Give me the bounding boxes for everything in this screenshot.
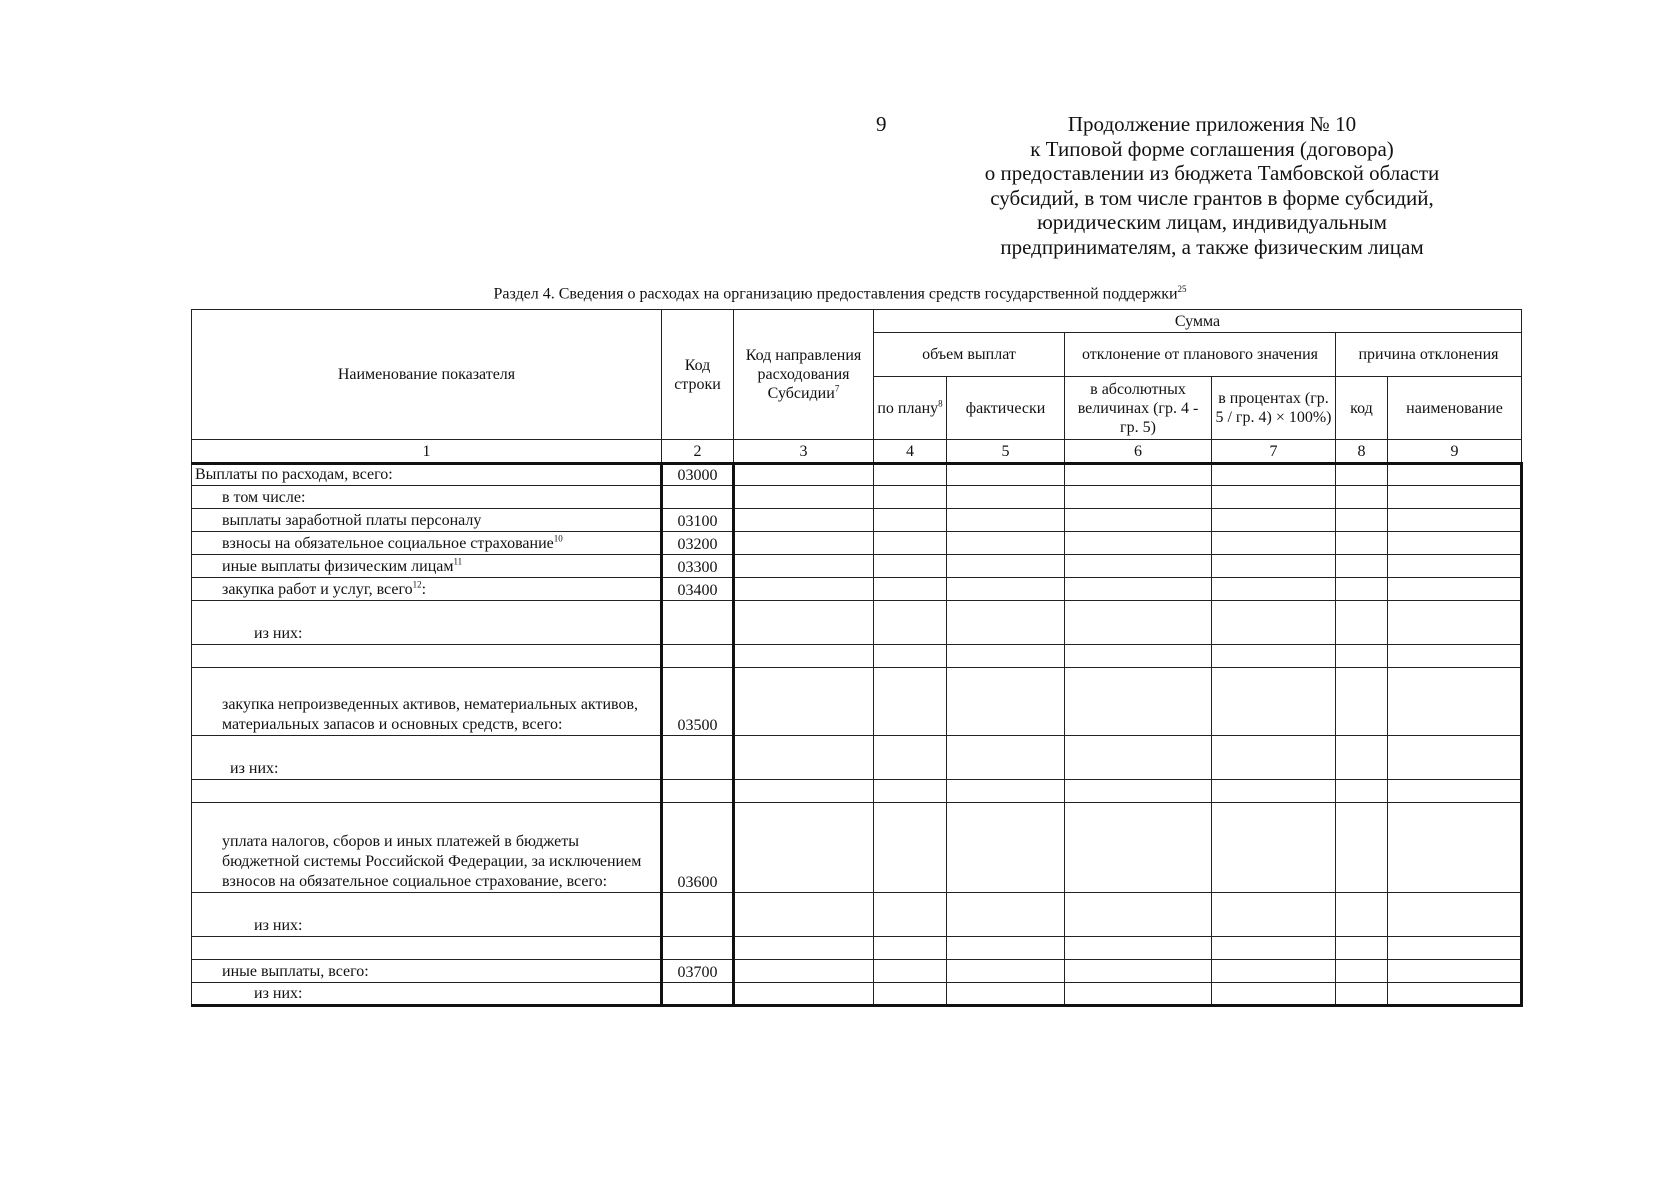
row-cell-col7 bbox=[1212, 509, 1336, 532]
row-cell-col9 bbox=[1388, 937, 1522, 960]
row-cell-col3 bbox=[734, 601, 874, 645]
row-code bbox=[662, 486, 734, 509]
row-cell-col5 bbox=[947, 601, 1065, 645]
row-name bbox=[192, 555, 662, 578]
row-cell-col9 bbox=[1388, 983, 1522, 1006]
row-cell-col3 bbox=[734, 532, 874, 555]
section-title-footnote: 25 bbox=[1177, 284, 1187, 294]
header-line: предпринимателям, а также физическим лицам bbox=[1000, 234, 1424, 259]
row-cell-col6 bbox=[1065, 578, 1212, 601]
row-cell-col7 bbox=[1212, 736, 1336, 780]
row-cell-col6 bbox=[1065, 893, 1212, 937]
row-cell-col8 bbox=[1336, 555, 1388, 578]
row-cell-col4 bbox=[874, 960, 947, 983]
row-cell-col8 bbox=[1336, 983, 1388, 1006]
row-cell-col4 bbox=[874, 555, 947, 578]
row-name bbox=[192, 780, 662, 803]
row-cell-col8 bbox=[1336, 960, 1388, 983]
row-cell-col9 bbox=[1388, 668, 1522, 736]
row-cell-col5 bbox=[947, 893, 1065, 937]
row-cell-col4 bbox=[874, 578, 947, 601]
row-cell-col4 bbox=[874, 464, 947, 486]
header-direction-text: Код направления расходования Субсидии bbox=[745, 347, 862, 402]
row-name-text: взносы на обязательное социальное страхование bbox=[222, 535, 554, 552]
row-cell-col3 bbox=[734, 960, 874, 983]
row-cell-col7 bbox=[1212, 983, 1336, 1006]
row-code bbox=[662, 601, 734, 645]
row-name-text: закупка непроизведенных активов, нематериальных активов, материальных запасов и основных средств, всего: bbox=[222, 696, 639, 733]
column-number: 1 bbox=[192, 440, 662, 464]
section-title bbox=[0, 284, 1680, 303]
table-row bbox=[192, 983, 1522, 1006]
row-cell-col7 bbox=[1212, 960, 1336, 983]
table-row bbox=[192, 780, 1522, 803]
expenses-table bbox=[191, 309, 1523, 1007]
column-number: 3 bbox=[734, 440, 874, 464]
row-cell-col7 bbox=[1212, 578, 1336, 601]
column-number: 2 bbox=[662, 440, 734, 464]
row-cell-col5 bbox=[947, 803, 1065, 893]
row-cell-col9 bbox=[1388, 893, 1522, 937]
row-code bbox=[662, 736, 734, 780]
row-cell-col8 bbox=[1336, 645, 1388, 668]
row-cell-col9 bbox=[1388, 555, 1522, 578]
row-cell-col6 bbox=[1065, 736, 1212, 780]
row-cell-col8 bbox=[1336, 532, 1388, 555]
table-row bbox=[192, 532, 1522, 555]
row-code: 03700 bbox=[662, 960, 734, 983]
row-cell-col7 bbox=[1212, 803, 1336, 893]
header-actual: фактически bbox=[947, 377, 1065, 440]
row-cell-col4 bbox=[874, 486, 947, 509]
appendix-header bbox=[902, 112, 1522, 259]
row-cell-col4 bbox=[874, 645, 947, 668]
row-cell-col4 bbox=[874, 937, 947, 960]
row-name bbox=[192, 668, 662, 736]
row-cell-col6 bbox=[1065, 937, 1212, 960]
row-footnote: 11 bbox=[453, 556, 463, 567]
row-name-text: иные выплаты физическим лицам bbox=[222, 558, 454, 575]
row-name-text: иные выплаты, всего: bbox=[222, 963, 369, 980]
row-name bbox=[192, 464, 662, 486]
row-footnote: 10 bbox=[553, 533, 563, 544]
header-reason-code: код bbox=[1336, 377, 1388, 440]
column-number: 8 bbox=[1336, 440, 1388, 464]
row-cell-col9 bbox=[1388, 645, 1522, 668]
row-cell-col9 bbox=[1388, 736, 1522, 780]
row-cell-col8 bbox=[1336, 893, 1388, 937]
row-cell-col6 bbox=[1065, 509, 1212, 532]
row-cell-col9 bbox=[1388, 532, 1522, 555]
page-number: 9 bbox=[876, 112, 887, 136]
row-cell-col3 bbox=[734, 645, 874, 668]
row-cell-col7 bbox=[1212, 668, 1336, 736]
row-cell-col7 bbox=[1212, 486, 1336, 509]
row-cell-col9 bbox=[1388, 578, 1522, 601]
row-cell-col5 bbox=[947, 960, 1065, 983]
row-cell-col9 bbox=[1388, 486, 1522, 509]
row-cell-col8 bbox=[1336, 578, 1388, 601]
row-name-suffix: : bbox=[421, 581, 427, 598]
row-name bbox=[192, 532, 662, 555]
row-cell-col9 bbox=[1388, 803, 1522, 893]
row-name-text: закупка работ и услуг, всего bbox=[222, 581, 413, 598]
table-row bbox=[192, 555, 1522, 578]
row-cell-col3 bbox=[734, 555, 874, 578]
header-line: Продолжение приложения № 10 bbox=[1067, 112, 1357, 136]
column-number: 6 bbox=[1065, 440, 1212, 464]
header-sum: Сумма bbox=[874, 310, 1522, 333]
header-name: Наименование показателя bbox=[192, 310, 662, 440]
header-plan-text: по плану bbox=[877, 399, 939, 417]
row-cell-col4 bbox=[874, 983, 947, 1006]
row-cell-col4 bbox=[874, 803, 947, 893]
table-body bbox=[192, 464, 1522, 1006]
row-cell-col4 bbox=[874, 780, 947, 803]
row-code bbox=[662, 937, 734, 960]
row-cell-col7 bbox=[1212, 601, 1336, 645]
table-row bbox=[192, 736, 1522, 780]
row-cell-col5 bbox=[947, 532, 1065, 555]
row-cell-col4 bbox=[874, 509, 947, 532]
row-cell-col5 bbox=[947, 780, 1065, 803]
row-cell-col3 bbox=[734, 578, 874, 601]
row-cell-col3 bbox=[734, 464, 874, 486]
row-name-text: уплата налогов, сборов и иных платежей в бюджеты бюджетной системы Российской Федерации, за исключением взносов на обязательное социальное страхование, всего: bbox=[222, 833, 642, 890]
row-cell-col3 bbox=[734, 668, 874, 736]
row-cell-col5 bbox=[947, 486, 1065, 509]
row-cell-col7 bbox=[1212, 555, 1336, 578]
row-cell-col5 bbox=[947, 555, 1065, 578]
row-cell-col9 bbox=[1388, 601, 1522, 645]
column-number: 7 bbox=[1212, 440, 1336, 464]
row-name bbox=[192, 960, 662, 983]
row-cell-col9 bbox=[1388, 509, 1522, 532]
row-cell-col6 bbox=[1065, 668, 1212, 736]
table-row bbox=[192, 464, 1522, 486]
row-cell-col6 bbox=[1065, 983, 1212, 1006]
row-name bbox=[192, 983, 662, 1006]
table-row bbox=[192, 960, 1522, 983]
header-deviation: отклонение от планового значения bbox=[1065, 333, 1336, 377]
row-name bbox=[192, 578, 662, 601]
row-code: 03400 bbox=[662, 578, 734, 601]
row-cell-col6 bbox=[1065, 645, 1212, 668]
row-name bbox=[192, 509, 662, 532]
row-cell-col5 bbox=[947, 578, 1065, 601]
header-plan-footnote: 8 bbox=[938, 398, 943, 409]
table-row bbox=[192, 803, 1522, 893]
header-pct: в процентах (гр. 5 / гр. 4) × 100%) bbox=[1212, 377, 1336, 440]
row-cell-col6 bbox=[1065, 803, 1212, 893]
row-cell-col6 bbox=[1065, 464, 1212, 486]
row-name-text: из них: bbox=[254, 985, 303, 1002]
row-cell-col3 bbox=[734, 893, 874, 937]
row-cell-col8 bbox=[1336, 486, 1388, 509]
row-code bbox=[662, 983, 734, 1006]
table-row bbox=[192, 486, 1522, 509]
row-cell-col8 bbox=[1336, 736, 1388, 780]
row-cell-col3 bbox=[734, 509, 874, 532]
row-code: 03600 bbox=[662, 803, 734, 893]
header-plan bbox=[874, 377, 947, 440]
row-code: 03000 bbox=[662, 464, 734, 486]
section-title-text: Раздел 4. Сведения о расходах на организацию предоставления средств государственной поддержки bbox=[493, 285, 1178, 303]
header-line: о предоставлении из бюджета Тамбовской области bbox=[984, 161, 1440, 185]
table-row bbox=[192, 509, 1522, 532]
row-cell-col4 bbox=[874, 532, 947, 555]
row-cell-col6 bbox=[1065, 532, 1212, 555]
row-cell-col5 bbox=[947, 645, 1065, 668]
header-line: к Типовой форме соглашения (договора) bbox=[1030, 136, 1394, 161]
row-name bbox=[192, 645, 662, 668]
column-number: 9 bbox=[1388, 440, 1522, 464]
row-name-text: из них: bbox=[254, 625, 303, 642]
row-cell-col4 bbox=[874, 893, 947, 937]
row-cell-col5 bbox=[947, 509, 1065, 532]
header-reason: причина отклонения bbox=[1336, 333, 1522, 377]
row-cell-col6 bbox=[1065, 601, 1212, 645]
column-number: 4 bbox=[874, 440, 947, 464]
row-name bbox=[192, 601, 662, 645]
row-cell-col3 bbox=[734, 983, 874, 1006]
column-number: 5 bbox=[947, 440, 1065, 464]
row-cell-col9 bbox=[1388, 960, 1522, 983]
row-cell-col6 bbox=[1065, 486, 1212, 509]
header-code: Код строки bbox=[662, 310, 734, 440]
row-cell-col8 bbox=[1336, 464, 1388, 486]
row-cell-col6 bbox=[1065, 555, 1212, 578]
row-cell-col4 bbox=[874, 668, 947, 736]
table-row bbox=[192, 601, 1522, 645]
table-row bbox=[192, 668, 1522, 736]
row-cell-col3 bbox=[734, 780, 874, 803]
row-cell-col3 bbox=[734, 736, 874, 780]
row-cell-col5 bbox=[947, 464, 1065, 486]
row-name bbox=[192, 736, 662, 780]
row-cell-col5 bbox=[947, 668, 1065, 736]
row-code: 03300 bbox=[662, 555, 734, 578]
row-cell-col7 bbox=[1212, 893, 1336, 937]
row-cell-col4 bbox=[874, 601, 947, 645]
row-cell-col7 bbox=[1212, 645, 1336, 668]
row-cell-col6 bbox=[1065, 960, 1212, 983]
row-code: 03100 bbox=[662, 509, 734, 532]
table-row bbox=[192, 645, 1522, 668]
row-cell-col5 bbox=[947, 983, 1065, 1006]
row-cell-col8 bbox=[1336, 803, 1388, 893]
row-cell-col6 bbox=[1065, 780, 1212, 803]
row-cell-col3 bbox=[734, 937, 874, 960]
row-name bbox=[192, 486, 662, 509]
row-code: 03500 bbox=[662, 668, 734, 736]
row-code bbox=[662, 645, 734, 668]
table-row bbox=[192, 893, 1522, 937]
row-cell-col8 bbox=[1336, 509, 1388, 532]
header-line: субсидий, в том числе грантов в форме субсидий, bbox=[990, 185, 1434, 210]
row-cell-col3 bbox=[734, 803, 874, 893]
row-name bbox=[192, 803, 662, 893]
row-code bbox=[662, 780, 734, 803]
row-name-text: в том числе: bbox=[222, 489, 306, 506]
table-row bbox=[192, 937, 1522, 960]
header-volume: объем выплат bbox=[874, 333, 1065, 377]
row-cell-col5 bbox=[947, 736, 1065, 780]
header-direction-footnote: 7 bbox=[834, 383, 840, 394]
row-cell-col8 bbox=[1336, 937, 1388, 960]
row-cell-col7 bbox=[1212, 937, 1336, 960]
row-name bbox=[192, 937, 662, 960]
row-footnote: 12 bbox=[412, 579, 422, 590]
header-abs: в абсолютных величинах (гр. 4 - гр. 5) bbox=[1065, 377, 1212, 440]
header-line: юридическим лицам, индивидуальным bbox=[1037, 210, 1387, 234]
row-name-text: выплаты заработной платы персоналу bbox=[222, 512, 482, 529]
row-cell-col7 bbox=[1212, 780, 1336, 803]
row-name-text: из них: bbox=[230, 760, 279, 777]
row-name-text: из них: bbox=[254, 917, 303, 934]
table-row bbox=[192, 578, 1522, 601]
row-cell-col9 bbox=[1388, 464, 1522, 486]
row-cell-col8 bbox=[1336, 668, 1388, 736]
row-cell-col9 bbox=[1388, 780, 1522, 803]
row-code bbox=[662, 893, 734, 937]
row-cell-col3 bbox=[734, 486, 874, 509]
row-cell-col7 bbox=[1212, 464, 1336, 486]
row-name bbox=[192, 893, 662, 937]
row-name-text: Выплаты по расходам, всего: bbox=[195, 466, 393, 483]
row-cell-col7 bbox=[1212, 532, 1336, 555]
row-cell-col5 bbox=[947, 937, 1065, 960]
row-cell-col8 bbox=[1336, 780, 1388, 803]
row-cell-col8 bbox=[1336, 601, 1388, 645]
header-reason-name: наименование bbox=[1388, 377, 1522, 440]
row-cell-col4 bbox=[874, 736, 947, 780]
header-direction bbox=[734, 310, 874, 440]
row-code: 03200 bbox=[662, 532, 734, 555]
